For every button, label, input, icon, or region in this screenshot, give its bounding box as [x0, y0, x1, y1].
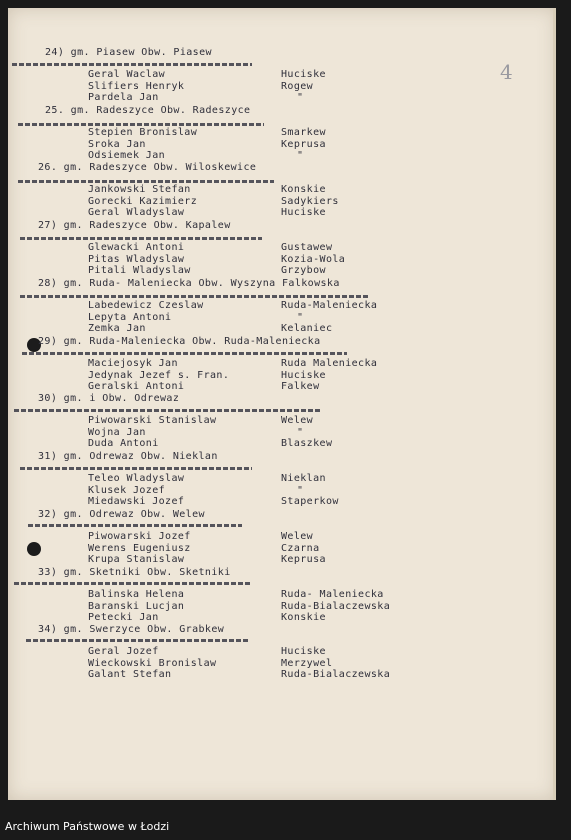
dashed-separator — [18, 123, 264, 126]
dashed-separator — [14, 582, 250, 585]
person-name: Maciejosyk Jan — [88, 358, 178, 369]
person-name: Glewacki Antoni — [88, 242, 185, 253]
person-name: Werens Eugeniusz — [88, 542, 191, 554]
person-name: Pitas Wladyslaw — [88, 253, 185, 265]
person-name: Piwowarski Stanislaw — [88, 415, 217, 426]
place-name: Keprusa — [281, 138, 326, 150]
person-name: Geralski Antoni — [88, 381, 185, 392]
person-name: Slifiers Henryk — [88, 80, 185, 92]
person-name: Krupa Stanislaw — [88, 554, 185, 565]
dashed-separator — [18, 180, 274, 183]
person-name: Geral Jozef — [88, 646, 159, 657]
section-heading: 26. gm. Radeszyce Obw. Wiloskewice — [38, 162, 257, 173]
section-heading: 30) gm. i Obw. Odrewaz — [38, 393, 180, 404]
place-name: Blaszkew — [281, 438, 333, 449]
archive-footer — [0, 813, 571, 840]
person-name: Duda Antoni — [88, 438, 159, 449]
person-name: Wieckowski Bronislaw — [88, 657, 217, 669]
punch-hole — [27, 542, 41, 556]
place-name: Huciske — [281, 207, 326, 218]
place-name: " — [297, 426, 304, 438]
person-name: Galant Stefan — [88, 669, 172, 680]
place-name: Ruda Maleniecka — [281, 358, 378, 369]
person-name: Pardela Jan — [88, 92, 159, 103]
person-name: Baranski Lucjan — [88, 600, 185, 612]
place-name: Merzywel — [281, 657, 333, 669]
place-name: Ruda-Bialaczewska — [281, 669, 391, 680]
archive-name: Archiwum Państwowe w Łodzi — [5, 820, 170, 833]
person-name: Pitali Wladyslaw — [88, 265, 191, 276]
place-name: Sadykiers — [281, 195, 339, 207]
person-name: Klusek Jozef — [88, 484, 166, 496]
dashed-separator — [14, 409, 322, 412]
section-heading: 31) gm. Odrewaz Obw. Nieklan — [38, 451, 218, 462]
dashed-separator — [20, 467, 252, 470]
place-name: Grzybow — [281, 265, 326, 276]
dashed-separator — [20, 295, 370, 298]
person-name: Stepien Bronislaw — [88, 127, 198, 138]
person-name: Petecki Jan — [88, 612, 159, 623]
person-name: Jankowski Stefan — [88, 184, 191, 195]
person-name: Sroka Jan — [88, 138, 146, 150]
place-name: Ruda-Maleniecka — [281, 300, 378, 311]
section-heading: 32) gm. Odrewaz Obw. Welew — [38, 509, 205, 520]
person-name: Gorecki Kazimierz — [88, 195, 198, 207]
place-name: " — [297, 92, 304, 103]
person-name: Teleo Wladyslaw — [88, 473, 185, 484]
section-heading: 24) gm. Piasew Obw. Piasew — [45, 47, 212, 58]
place-name: Welew — [281, 531, 314, 542]
place-name: Kelaniec — [281, 323, 333, 334]
place-name: Huciske — [281, 69, 326, 80]
place-name: Rogew — [281, 80, 314, 92]
place-name: Czarna — [281, 542, 320, 554]
person-name: Miedawski Jozef — [88, 496, 185, 507]
page-number-note: 4 — [500, 60, 513, 84]
place-name: Smarkew — [281, 127, 326, 138]
section-heading: 25. gm. Radeszyce Obw. Radeszyce — [45, 105, 251, 116]
dashed-separator — [26, 639, 250, 642]
place-name: Huciske — [281, 646, 326, 657]
place-name: Welew — [281, 415, 314, 426]
person-name: Balinska Helena — [88, 589, 185, 600]
place-name: Staperkow — [281, 496, 339, 507]
place-name: Kozia-Wola — [281, 253, 346, 265]
place-name: Ruda- Maleniecka — [281, 589, 384, 600]
dashed-separator — [28, 524, 242, 527]
person-name: Wojna Jan — [88, 426, 146, 438]
person-name: Geral Waclaw — [88, 69, 166, 80]
section-heading: 33) gm. Sketniki Obw. Sketniki — [38, 567, 231, 578]
person-name: Odsiemek Jan — [88, 150, 166, 161]
section-heading: 29) gm. Ruda-Maleniecka Obw. Ruda-Maleniecka — [38, 336, 321, 347]
person-name: Zemka Jan — [88, 323, 146, 334]
place-name: Keprusa — [281, 554, 326, 565]
dashed-separator — [22, 352, 347, 355]
place-name: " — [297, 150, 304, 161]
dashed-separator — [20, 237, 262, 240]
person-name: Jedynak Jezef s. Fran. — [88, 369, 230, 381]
section-heading: 34) gm. Swerzyce Obw. Grabkew — [38, 624, 225, 635]
place-name: Falkew — [281, 381, 320, 392]
place-name: Konskie — [281, 612, 326, 623]
person-name: Geral Wladyslaw — [88, 207, 185, 218]
person-name: Labedewicz Czeslaw — [88, 300, 204, 311]
page-edge — [553, 8, 556, 800]
person-name: Lepyta Antoni — [88, 311, 172, 323]
place-name: Konskie — [281, 184, 326, 195]
place-name: Gustawew — [281, 242, 333, 253]
place-name: Nieklan — [281, 473, 326, 484]
place-name: " — [297, 484, 304, 496]
section-heading: 27) gm. Radeszyce Obw. Kapalew — [38, 220, 231, 231]
person-name: Piwowarski Jozef — [88, 531, 191, 542]
dashed-separator — [12, 63, 252, 66]
place-name: Ruda-Bialaczewska — [281, 600, 391, 612]
place-name: " — [297, 311, 304, 323]
section-heading: 28) gm. Ruda- Maleniecka Obw. Wyszyna Falkowska — [38, 278, 340, 289]
place-name: Huciske — [281, 369, 326, 381]
